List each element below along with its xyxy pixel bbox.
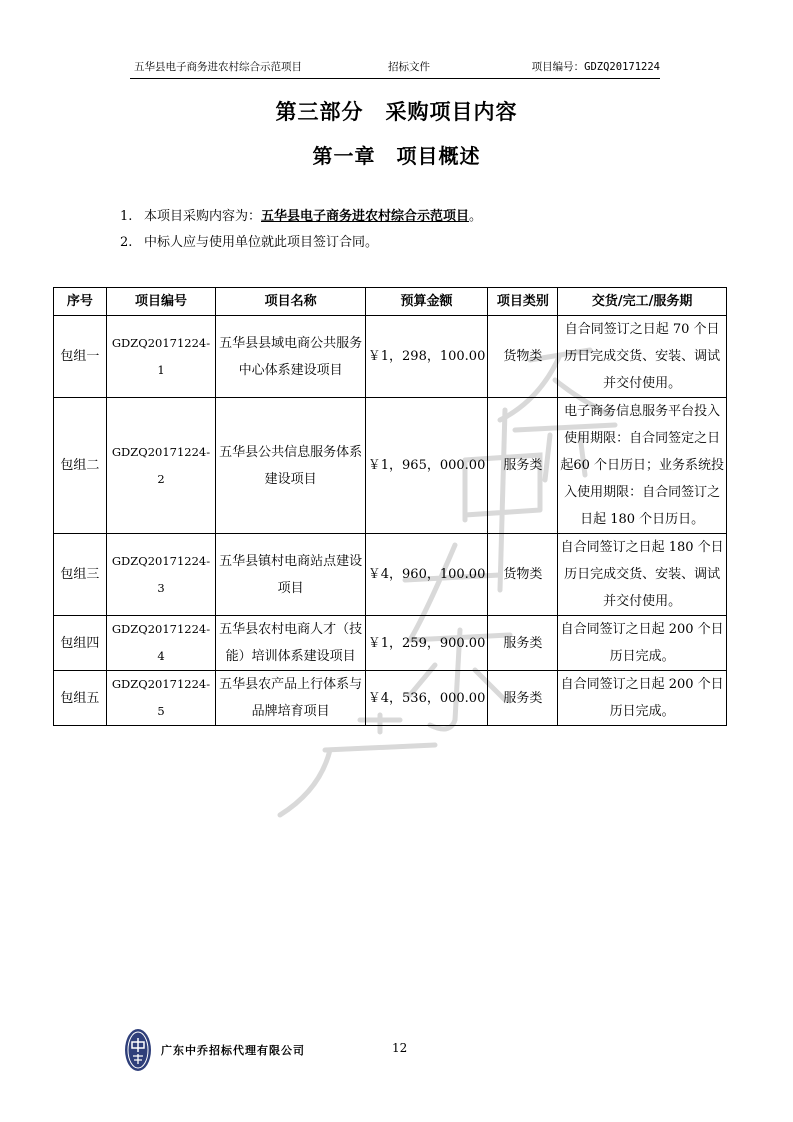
page-header [130, 58, 660, 79]
cell-seq: 包组一 [54, 316, 107, 398]
project-name-highlight: 五华县电子商务进农村综合示范项目 [261, 209, 470, 224]
company-seal-icon [124, 1028, 152, 1072]
list-number: 2. [120, 235, 133, 250]
cell-category: 货物类 [488, 534, 558, 616]
cell-period: 自合同签订之日起 200 个日历日完成。 [558, 671, 727, 726]
col-header-budget: 预算金额 [365, 288, 488, 316]
cell-name: 五华县县域电商公共服务中心体系建设项目 [216, 316, 365, 398]
cell-category: 服务类 [488, 398, 558, 534]
table-row [54, 398, 727, 534]
company-name: 广东中乔招标代理有限公司 [161, 1044, 305, 1057]
table-header-row [54, 288, 727, 316]
cell-name: 五华县镇村电商站点建设项目 [216, 534, 365, 616]
col-header-category: 项目类别 [488, 288, 558, 316]
cell-seq: 包组三 [54, 534, 107, 616]
cell-category: 服务类 [488, 671, 558, 726]
col-header-code: 项目编号 [106, 288, 216, 316]
cell-budget: ￥4，960，100.00 [365, 534, 488, 616]
procurement-table [53, 287, 727, 726]
cell-name: 五华县农产品上行体系与品牌培育项目 [216, 671, 365, 726]
part-title: 第三部分 采购项目内容 [275, 100, 518, 124]
table-row [54, 534, 727, 616]
cell-seq: 包组二 [54, 398, 107, 534]
list-item [120, 204, 482, 230]
table-row [54, 616, 727, 671]
cell-seq: 包组四 [54, 616, 107, 671]
cell-period: 自合同签订之日起 70 个日历日完成交货、安装、调试并交付使用。 [558, 316, 727, 398]
list-text: 中标人应与使用单位就此项目签订合同。 [144, 235, 379, 250]
page-footer [124, 1028, 544, 1072]
list-text: 本项目采购内容为： [144, 209, 262, 224]
cell-category: 货物类 [488, 316, 558, 398]
header-project-name: 五华县电子商务进农村综合示范项目 [134, 61, 302, 73]
cell-period: 自合同签订之日起 180 个日历日完成交货、安装、调试并交付使用。 [558, 534, 727, 616]
cell-name: 五华县公共信息服务体系建设项目 [216, 398, 365, 534]
cell-budget: ￥1，298，100.00 [365, 316, 488, 398]
list-number: 1. [120, 209, 133, 224]
cell-seq: 包组五 [54, 671, 107, 726]
cell-budget: ￥1，965，000.00 [365, 398, 488, 534]
cell-code: GDZQ20171224-1 [106, 316, 216, 398]
header-project-code: 项目编号：GDZQ20171224 [531, 61, 660, 73]
cell-code: GDZQ20171224-2 [106, 398, 216, 534]
col-header-name: 项目名称 [216, 288, 365, 316]
cell-category: 服务类 [488, 616, 558, 671]
col-header-seq: 序号 [54, 288, 107, 316]
cell-code: GDZQ20171224-3 [106, 534, 216, 616]
header-doc-type: 招标文件 [388, 61, 430, 73]
cell-period: 电子商务信息服务平台投入使用期限：自合同签定之日起60 个日历日；业务系统投入使用期限：自合同签订之日起 180 个日历日。 [558, 398, 727, 534]
col-header-period: 交货/完工/服务期 [558, 288, 727, 316]
list-suffix: 。 [469, 209, 483, 224]
cell-code: GDZQ20171224-4 [106, 616, 216, 671]
cell-code: GDZQ20171224-5 [106, 671, 216, 726]
cell-budget: ￥1，259，900.00 [365, 616, 488, 671]
list-item [120, 230, 482, 256]
chapter-title: 第一章 项目概述 [312, 144, 481, 168]
table-row [54, 316, 727, 398]
cell-period: 自合同签订之日起 200 个日历日完成。 [558, 616, 727, 671]
cell-budget: ￥4，536，000.00 [365, 671, 488, 726]
table-row [54, 671, 727, 726]
overview-list [120, 204, 482, 256]
cell-name: 五华县农村电商人才（技能）培训体系建设项目 [216, 616, 365, 671]
page-number: 12 [392, 1041, 408, 1055]
